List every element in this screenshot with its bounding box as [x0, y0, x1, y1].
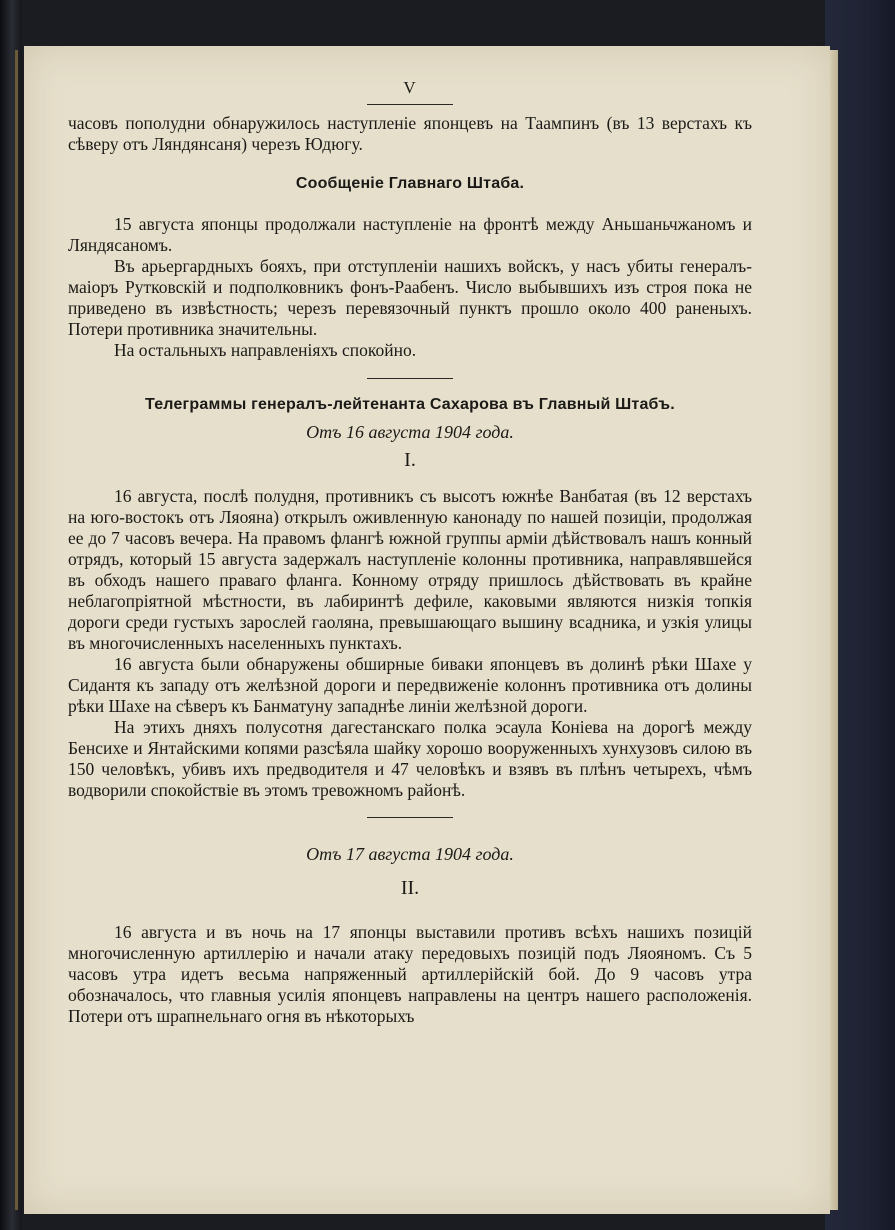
header-rule	[367, 104, 453, 105]
paragraph: На остальныхъ направленіяхъ спокойно.	[114, 340, 417, 360]
paragraph: На этихъ дняхъ полусотня дагестанскаго полка эсаула Коніева на дорогѣ между Бенсихе и Янтайскими копями разсѣяла шайку хорошо вооруженныхъ хунхузовъ силою въ 150 человѣкъ, убивъ ихъ предводителя и 47 человѣкъ и взявъ въ плѣнъ четырехъ, чѣмъ водворили спокойствіе въ этомъ тревожномъ районѣ.	[68, 717, 752, 800]
section-divider	[367, 817, 453, 818]
telegram-number: I.	[404, 449, 416, 471]
book-binding	[0, 0, 22, 1230]
telegram-number: II.	[400, 877, 420, 899]
telegram-date: Отъ 16 августа 1904 года.	[306, 422, 514, 442]
paragraph: 16 августа, послѣ полудня, противникъ съ высотъ южнѣе Ванбатая (въ 12 верстахъ на юго-востокъ отъ Ляояна) открылъ оживленную канонаду по нашей позиціи, продолжая ее до 7 часовъ вечера. На правомъ флангѣ южной группы арміи дѣйствовалъ нашъ конный отрядъ, который 15 августа задержалъ наступленіе колонны противника, направлявшейся въ обходъ нашего праваго фланга. Конному отряду пришлось дѣйствовать въ крайне неблагопріятной мѣстности, въ лабиринтѣ дефиле, каковыми являются низкія топкія дороги среди густыхъ зарослей гаоляна, превышающаго вышину всадника, и узкія улицы въ многочисленныхъ населенныхъ пунктахъ.	[68, 486, 752, 653]
paragraph: 15 августа японцы продолжали наступленіе на фронтѣ между Аньшаньчжаномъ и Ляндясаномъ.	[68, 214, 752, 255]
book-page	[24, 46, 830, 1214]
page-content	[68, 78, 752, 1027]
page-number: V	[403, 78, 417, 97]
section-divider	[367, 378, 453, 379]
telegram-date: Отъ 17 августа 1904 года.	[306, 844, 514, 864]
paragraph: 16 августа и въ ночь на 17 японцы выставили противъ всѣхъ нашихъ позицій многочисленную артиллерію и начали атаку передовыхъ позицій подъ Ляояномъ. Съ 5 часовъ утра идетъ весьма напряженный артиллерійскій бой. До 9 часовъ утра обозначалось, что главныя усилія японцевъ направлены на центръ нашего расположенія. Потери отъ шрапнельнаго огня въ нѣкоторыхъ	[68, 922, 752, 1026]
section-heading-general-staff: Сообщеніе Главнаго Штаба.	[295, 175, 525, 192]
paragraph: Въ арьергардныхъ бояхъ, при отступленіи нашихъ войскъ, у насъ убиты генералъ-маіоръ Рутковскій и подполковникъ фонъ-Раабенъ. Число выбывшихъ изъ строя пока не приведено въ извѣстность; черезъ перевязочный пунктъ прошло около 400 раненыхъ. Потери противника значительны.	[68, 256, 752, 339]
page-stack-edge	[830, 50, 838, 1210]
spine-thread	[15, 50, 18, 1210]
paragraph: 16 августа были обнаружены обширные биваки японцевъ въ долинѣ рѣки Шахе у Сидантя къ западу отъ желѣзной дороги и передвиженіе колоннъ противника отъ долины рѣки Шахе на сѣверъ къ Банматуну западнѣе линіи желѣзной дороги.	[68, 654, 752, 716]
section-heading-telegrams: Телеграммы генералъ-лейтенанта Сахарова въ Главный Штабъ.	[145, 396, 675, 413]
intro-paragraph: часовъ пополудни обнаружилось наступленіе японцевъ на Таампинъ (въ 13 верстахъ къ сѣверу отъ Ляндянсаня) черезъ Юдюгу.	[68, 113, 752, 154]
